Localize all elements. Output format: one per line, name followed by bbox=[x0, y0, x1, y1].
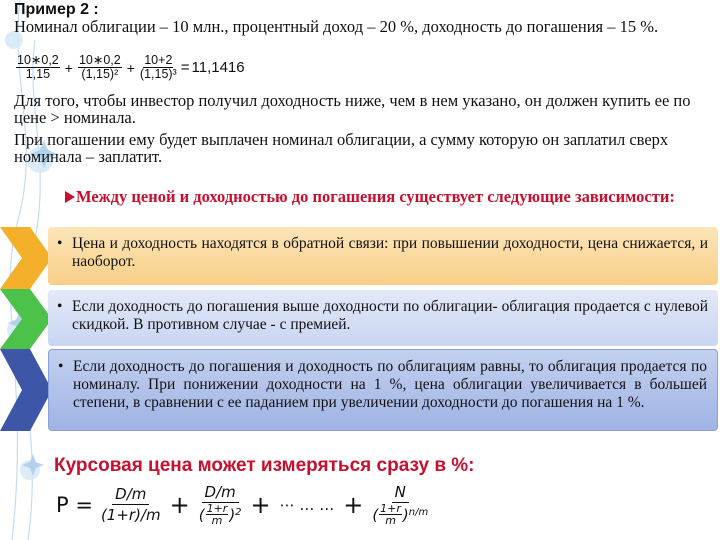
example-calculation bbox=[14, 54, 245, 81]
formula-term-3-numerator: N bbox=[392, 482, 409, 503]
formula-term-3-denominator bbox=[372, 503, 428, 527]
price-formula bbox=[56, 482, 432, 527]
inner-denominator: m bbox=[211, 514, 223, 527]
plus-sign: + bbox=[343, 490, 364, 519]
bullet-icon: • bbox=[57, 235, 63, 252]
formula-lhs: P = bbox=[56, 492, 93, 517]
example-title: Пример 2 : bbox=[14, 1, 99, 18]
formula-title: Курсовая цена может измеряться сразу в %: bbox=[54, 455, 475, 476]
bullet-box-inverse-relation bbox=[48, 227, 718, 285]
inner-fraction bbox=[379, 503, 402, 527]
formula-term-1-denominator: (1+r)/m bbox=[100, 506, 161, 524]
paren-open: ( bbox=[372, 506, 379, 524]
formula-term-2-numerator: D/m bbox=[202, 482, 239, 503]
bond-parameters-text: Номинал облигации – 10 млн., процентный доход – 20 %, доходность до погашения – 15 %. bbox=[14, 17, 659, 36]
plus-sign: + bbox=[64, 59, 73, 76]
plus-sign: + bbox=[250, 490, 271, 519]
formula-term-1 bbox=[101, 484, 161, 525]
inner-fraction bbox=[206, 503, 229, 527]
paren-open: ( bbox=[198, 506, 205, 524]
exponent: n/m bbox=[408, 507, 429, 518]
ellipsis: ⋯ … … bbox=[279, 495, 335, 514]
plus-sign: + bbox=[126, 59, 135, 76]
paragraph-redemption: При погашении ему будет выплачен номинал облигации, а сумму которую он заплатил сверх номинала – заплатит. bbox=[14, 130, 669, 166]
calc-term-2 bbox=[78, 54, 122, 81]
dependencies-heading: Между ценой и доходностью до погашения существует следующие зависимости: bbox=[76, 187, 675, 206]
orange-chevron-icon bbox=[0, 227, 52, 289]
inner-denominator: m bbox=[385, 514, 396, 527]
calc-term-3-numerator: 10+2 bbox=[144, 53, 173, 67]
calc-term-2-denominator: (1,15)² bbox=[81, 67, 119, 81]
green-chevron-icon bbox=[0, 289, 52, 349]
formula-term-3 bbox=[372, 482, 428, 527]
calc-term-1-numerator: 10∗0,2 bbox=[17, 53, 59, 67]
bullet-text: Если доходность до погашения и доходность по облигациям равны, то облигация продается по номиналу. При понижении доходности на 1 %, цена облигации увеличивается в большей степени, в сравнении с ее паданием при увеличении доходности до погашения на 1 %. bbox=[73, 358, 707, 411]
calc-result: 11,1416 bbox=[191, 59, 245, 76]
bullet-box-par-value bbox=[48, 349, 718, 431]
paragraph-investor-yield: Для того, чтобы инвестор получил доходность ниже, чем в нем указано, он должен купить ее по цене > номинала. bbox=[14, 91, 691, 127]
bullet-icon: • bbox=[58, 358, 64, 375]
paren-close: ) bbox=[402, 506, 409, 524]
paren-close: ) bbox=[229, 506, 236, 524]
calc-term-1-denominator: 1,15 bbox=[25, 67, 51, 81]
bullet-text: Цена и доходность находятся в обратной связи: при повышении доходности, цена снижается, и наоборот. bbox=[72, 235, 708, 270]
formula-term-1-numerator: D/m bbox=[112, 484, 149, 505]
formula-term-2-denominator bbox=[199, 503, 242, 527]
bullet-icon: • bbox=[57, 298, 63, 315]
bullet-box-discount-premium bbox=[48, 290, 718, 346]
exponent: 2 bbox=[235, 507, 242, 518]
equals-sign: = bbox=[180, 59, 190, 76]
bullet-text: Если доходность до погашения выше доходности по облигации- облигация продается с нулевой скидкой. В противном случае - с премией. bbox=[72, 298, 708, 333]
formula-term-2 bbox=[199, 482, 242, 527]
calc-term-3-denominator: (1,15)³ bbox=[139, 67, 177, 81]
plus-sign: + bbox=[169, 490, 190, 519]
inner-numerator: 1+r bbox=[380, 502, 401, 515]
inner-numerator: 1+r bbox=[206, 502, 228, 515]
calc-term-2-numerator: 10∗0,2 bbox=[78, 53, 121, 67]
calc-term-1 bbox=[16, 54, 60, 81]
calc-term-3 bbox=[140, 54, 177, 81]
blue-chevron-icon bbox=[0, 349, 52, 431]
